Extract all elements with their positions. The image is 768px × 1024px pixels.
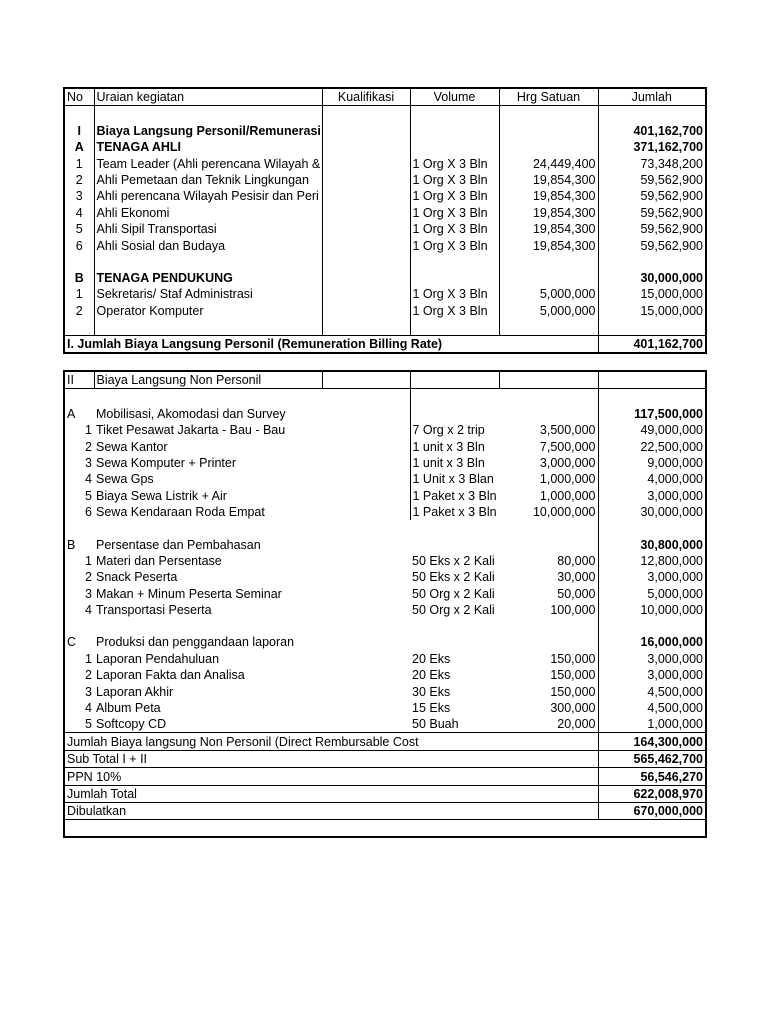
- row-name: Operator Komputer: [94, 302, 322, 318]
- row-harga: 50,000: [557, 586, 596, 601]
- row-jumlah: 49,000,000: [598, 422, 706, 438]
- table-row: [64, 683, 706, 699]
- group-row: [64, 270, 706, 286]
- row-jumlah: 59,562,900: [598, 237, 706, 253]
- row-harga: 150,000: [550, 668, 596, 683]
- total-label: PPN 10%: [64, 768, 598, 785]
- row-name: Laporan Fakta dan Analisa: [96, 668, 245, 683]
- group-no: A: [74, 140, 84, 155]
- section-no: I: [77, 123, 81, 138]
- row-no: 6: [75, 238, 83, 253]
- row-no: 2: [85, 570, 92, 585]
- row-name: Team Leader (Ahli perencana Wilayah &: [94, 155, 322, 171]
- row-jumlah: 73,348,200: [598, 155, 706, 171]
- row-harga: 19,854,300: [499, 172, 598, 188]
- row-harga: 19,854,300: [499, 204, 598, 220]
- row-jumlah: 4,000,000: [598, 471, 706, 487]
- row-harga: 5,000,000: [499, 286, 598, 302]
- row-no: 1: [85, 651, 92, 666]
- row-jumlah: 3,000,000: [598, 667, 706, 683]
- row-volume: 1 Org X 3 Bln: [410, 188, 499, 204]
- total-label: Dibulatkan: [64, 802, 598, 819]
- row-volume: 1 Org X 3 Bln: [410, 221, 499, 237]
- row-name: Materi dan Persentase: [96, 553, 222, 568]
- row-no: 1: [75, 156, 83, 171]
- total-row: [64, 750, 706, 767]
- summary-label: I. Jumlah Biaya Langsung Personil (Remuneration Billing Rate): [64, 335, 598, 353]
- table-row: [64, 237, 706, 253]
- row-no: 6: [85, 505, 92, 520]
- total-label: Jumlah Biaya langsung Non Personil (Direct Rembursable Cost: [64, 733, 598, 750]
- table-row: [64, 286, 706, 302]
- row-harga: 30,000: [557, 570, 596, 585]
- row-jumlah: 59,562,900: [598, 188, 706, 204]
- table-row: [64, 602, 706, 618]
- table-row: [64, 422, 706, 438]
- table-row: [64, 667, 706, 683]
- row-harga: 19,854,300: [499, 188, 598, 204]
- row-volume: 1 Paket x 3 Bln: [410, 504, 499, 520]
- row-name: Sewa Kantor: [96, 439, 168, 454]
- row-volume: 50 Org x 2 Kali: [412, 586, 495, 601]
- row-harga: 7,500,000: [539, 439, 596, 454]
- group-total: 16,000,000: [598, 634, 706, 650]
- row-volume: 1 Org X 3 Bln: [410, 155, 499, 171]
- row-name: Ahli Pemetaan dan Teknik Lingkungan: [94, 172, 322, 188]
- row-jumlah: 5,000,000: [598, 585, 706, 601]
- group-total: 117,500,000: [598, 405, 706, 421]
- row-name: Sewa Kendaraan Roda Empat: [96, 505, 265, 520]
- row-jumlah: 3,000,000: [598, 650, 706, 666]
- table-row: [64, 716, 706, 733]
- row-harga: 3,500,000: [539, 423, 596, 438]
- row-jumlah: 3,000,000: [598, 487, 706, 503]
- group-total: 371,162,700: [598, 139, 706, 155]
- row-jumlah: 4,500,000: [598, 700, 706, 716]
- total-value: 670,000,000: [598, 802, 706, 819]
- row-name: Snack Peserta: [96, 570, 178, 585]
- row-harga: 1,000,000: [539, 488, 596, 503]
- group-row: [64, 634, 706, 650]
- total-label: Jumlah Total: [64, 785, 598, 802]
- row-volume: 15 Eks: [412, 701, 451, 716]
- row-volume: 1 Org X 3 Bln: [410, 204, 499, 220]
- row-name: Ahli Sipil Transportasi: [94, 221, 322, 237]
- row-no: 3: [85, 455, 92, 470]
- group-row: [64, 405, 706, 421]
- row-name: Biaya Sewa Listrik + Air: [96, 488, 227, 503]
- row-harga: 1,000,000: [539, 472, 596, 487]
- total-value: 56,546,270: [598, 768, 706, 785]
- header-uraian: Uraian kegiatan: [94, 88, 322, 106]
- row-volume: 1 Org X 3 Bln: [410, 286, 499, 302]
- row-harga: 24,449,400: [499, 155, 598, 171]
- row-no: 4: [85, 701, 92, 716]
- row-jumlah: 22,500,000: [598, 438, 706, 454]
- group-total: 30,800,000: [598, 536, 706, 552]
- header-no: No: [64, 88, 94, 106]
- table-row: [64, 487, 706, 503]
- group-total: 30,000,000: [598, 270, 706, 286]
- group-no: B: [74, 270, 84, 285]
- row-no: 5: [85, 488, 92, 503]
- header-row: [64, 88, 706, 106]
- summary-total: 401,162,700: [598, 335, 706, 353]
- table-row: [64, 438, 706, 454]
- row-no: 3: [75, 189, 83, 204]
- row-harga: 100,000: [550, 603, 596, 618]
- row-no: 4: [85, 603, 92, 618]
- table-row: [64, 204, 706, 220]
- group-row: [64, 139, 706, 155]
- table-row: [64, 155, 706, 171]
- row-name: Softcopy CD: [96, 717, 167, 732]
- section-no: II: [64, 371, 94, 389]
- row-no: 1: [85, 553, 92, 568]
- row-jumlah: 59,562,900: [598, 221, 706, 237]
- row-jumlah: 12,800,000: [598, 553, 706, 569]
- row-harga: 3,000,000: [539, 455, 596, 470]
- group-row: [64, 536, 706, 552]
- row-jumlah: 15,000,000: [598, 286, 706, 302]
- row-jumlah: 59,562,900: [598, 204, 706, 220]
- row-no: 5: [75, 222, 83, 237]
- row-name: Ahli perencana Wilayah Pesisir dan Peri: [94, 188, 322, 204]
- row-no: 2: [85, 439, 92, 454]
- row-name: Sekretaris/ Staf Administrasi: [94, 286, 322, 302]
- non-personnel-table: [63, 370, 707, 838]
- row-no: 2: [85, 668, 92, 683]
- row-name: Album Peta: [96, 701, 161, 716]
- table-row: [64, 188, 706, 204]
- group-no: C: [67, 635, 77, 650]
- table-row: [64, 569, 706, 585]
- row-name: Sewa Gps: [96, 472, 154, 487]
- table-row: [64, 553, 706, 569]
- row-volume: 30 Eks: [412, 684, 451, 699]
- row-no: 2: [75, 303, 83, 318]
- group-title: TENAGA PENDUKUNG: [94, 270, 322, 286]
- table-row: [64, 700, 706, 716]
- row-jumlah: 30,000,000: [598, 504, 706, 520]
- row-name: Makan + Minum Peserta Seminar: [96, 586, 282, 601]
- section-row: [64, 122, 706, 138]
- row-volume: 50 Eks x 2 Kali: [412, 553, 495, 568]
- table-row: [64, 504, 706, 520]
- row-jumlah: 3,000,000: [598, 569, 706, 585]
- header-jumlah: Jumlah: [598, 88, 706, 106]
- total-row: [64, 802, 706, 819]
- row-volume: 1 unit x 3 Bln: [410, 438, 499, 454]
- row-harga: 19,854,300: [499, 221, 598, 237]
- total-row: [64, 733, 706, 750]
- row-harga: 19,854,300: [499, 237, 598, 253]
- row-no: 1: [75, 287, 83, 302]
- row-name: Laporan Pendahuluan: [96, 651, 220, 666]
- total-row: [64, 768, 706, 785]
- group-no: A: [67, 406, 76, 421]
- row-no: 3: [85, 586, 92, 601]
- row-name: Sewa Komputer + Printer: [96, 455, 236, 470]
- section-row: [64, 371, 706, 389]
- total-row: [64, 785, 706, 802]
- group-title: TENAGA AHLI: [94, 139, 322, 155]
- row-no: 4: [85, 472, 92, 487]
- total-value: 565,462,700: [598, 750, 706, 767]
- row-jumlah: 1,000,000: [598, 716, 706, 733]
- total-label: Sub Total I + II: [64, 750, 598, 767]
- row-jumlah: 10,000,000: [598, 602, 706, 618]
- section-title: Biaya Langsung Personil/Remunerasi: [94, 122, 322, 138]
- personnel-table: [63, 87, 707, 354]
- row-volume: 1 Org X 3 Bln: [410, 302, 499, 318]
- row-jumlah: 4,500,000: [598, 683, 706, 699]
- row-name: Ahli Sosial dan Budaya: [94, 237, 322, 253]
- row-name: Tiket Pesawat Jakarta - Bau - Bau: [96, 423, 286, 438]
- row-no: 5: [85, 717, 92, 732]
- row-volume: 1 Org X 3 Bln: [410, 237, 499, 253]
- row-volume: 1 Org X 3 Bln: [410, 172, 499, 188]
- header-harga: Hrg Satuan: [499, 88, 598, 106]
- header-kualifikasi: Kualifikasi: [322, 88, 410, 106]
- table-row: [64, 471, 706, 487]
- summary-row: [64, 335, 706, 353]
- header-volume: Volume: [410, 88, 499, 106]
- table-row: [64, 455, 706, 471]
- row-name: Transportasi Peserta: [96, 603, 212, 618]
- row-harga: 20,000: [557, 717, 596, 732]
- row-harga: 150,000: [550, 651, 596, 666]
- total-value: 622,008,970: [598, 785, 706, 802]
- row-name: Laporan Akhir: [96, 684, 174, 699]
- group-title: Persentase dan Pembahasan: [96, 537, 261, 552]
- row-volume: 50 Buah: [412, 717, 459, 732]
- row-volume: 50 Org x 2 Kali: [412, 603, 495, 618]
- group-no: B: [67, 537, 76, 552]
- table-row: [64, 172, 706, 188]
- row-name: Ahli Ekonomi: [94, 204, 322, 220]
- table-row: [64, 221, 706, 237]
- row-volume: 1 Unit x 3 Blan: [410, 471, 499, 487]
- row-jumlah: 15,000,000: [598, 302, 706, 318]
- row-volume: 1 Paket x 3 Bln: [410, 487, 499, 503]
- table-row: [64, 650, 706, 666]
- row-harga: 10,000,000: [532, 505, 596, 520]
- row-no: 3: [85, 684, 92, 699]
- total-value: 164,300,000: [598, 733, 706, 750]
- row-harga: 150,000: [550, 684, 596, 699]
- row-no: 1: [85, 423, 92, 438]
- table-row: [64, 585, 706, 601]
- row-harga: 300,000: [550, 701, 596, 716]
- row-jumlah: 59,562,900: [598, 172, 706, 188]
- section-total: 401,162,700: [598, 122, 706, 138]
- group-title: Mobilisasi, Akomodasi dan Survey: [96, 406, 286, 421]
- section-title: Biaya Langsung Non Personil: [94, 371, 322, 389]
- row-volume: 50 Eks x 2 Kali: [412, 570, 495, 585]
- row-volume: 20 Eks: [412, 651, 451, 666]
- row-volume: 1 unit x 3 Bln: [410, 455, 499, 471]
- row-volume: 20 Eks: [412, 668, 451, 683]
- row-no: 2: [75, 172, 83, 187]
- row-volume: 7 Org x 2 trip: [410, 422, 499, 438]
- row-harga: 80,000: [557, 553, 596, 568]
- group-title: Produksi dan penggandaan laporan: [96, 635, 295, 650]
- row-jumlah: 9,000,000: [598, 455, 706, 471]
- row-harga: 5,000,000: [499, 302, 598, 318]
- table-row: [64, 302, 706, 318]
- row-no: 4: [75, 205, 83, 220]
